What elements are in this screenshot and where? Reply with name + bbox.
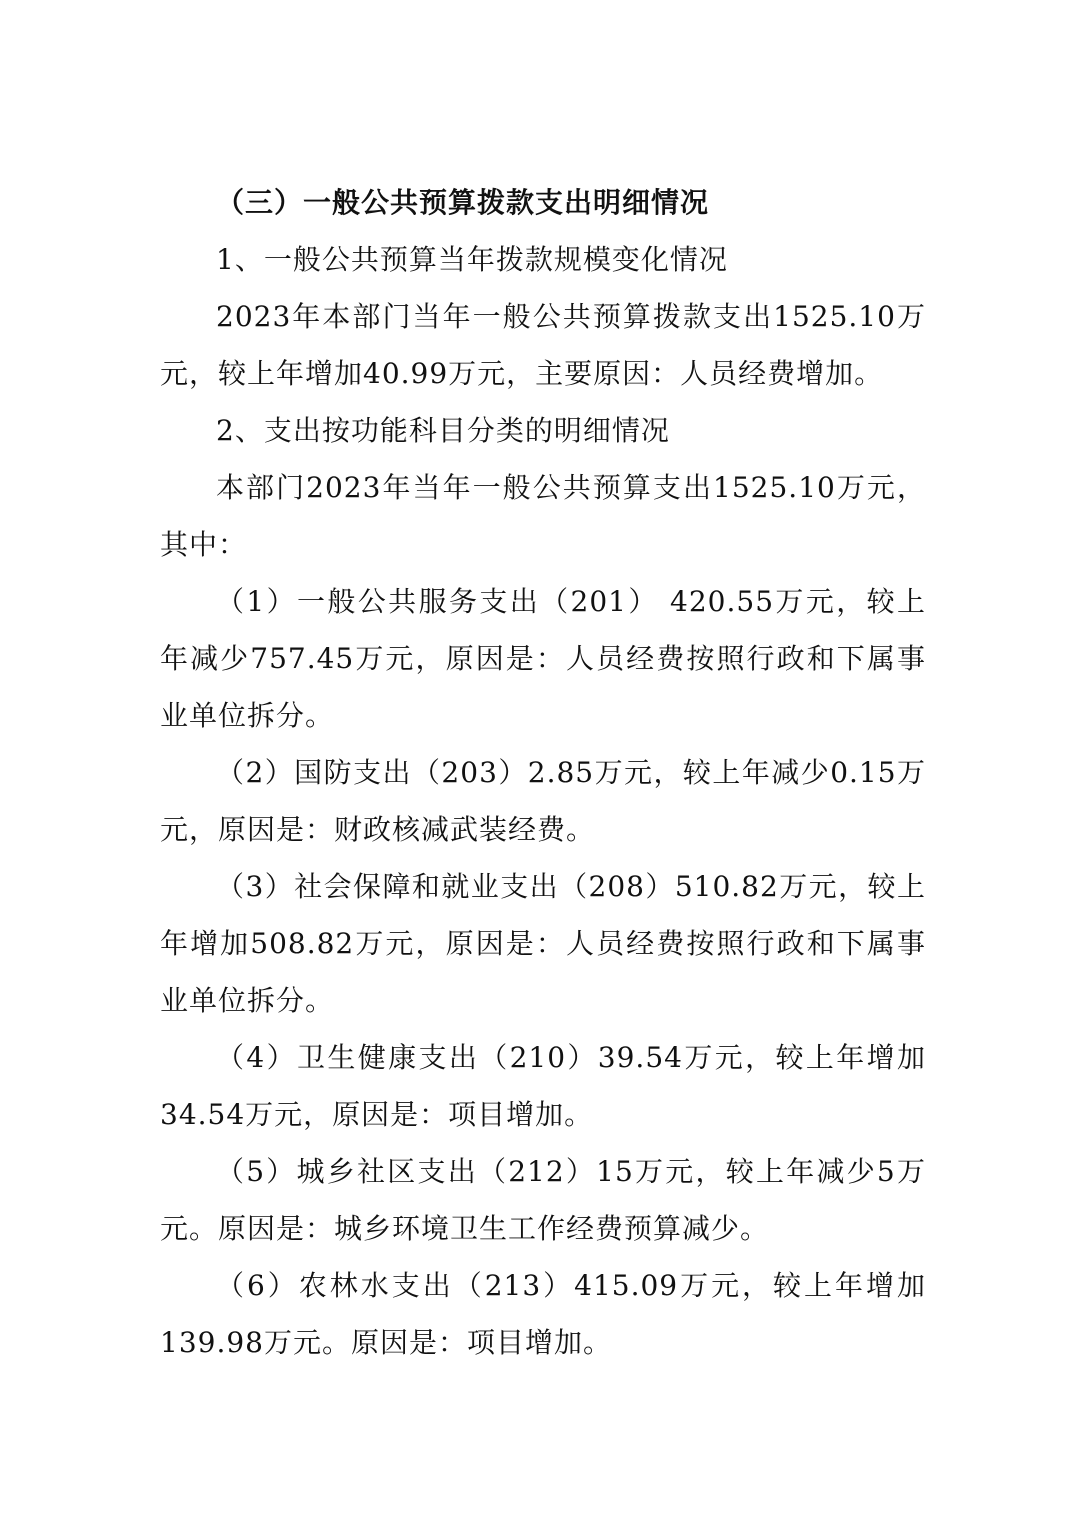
list-item-social-security: （3）社会保障和就业支出（208）510.82万元，较上年增加508.82万元，原因是：人员经费按照行政和下属事业单位拆分。 [160, 870, 926, 1017]
paragraph-budget-scale: 2023年本部门当年一般公共预算拨款支出1525.10万元，较上年增加40.99万元，主要原因：人员经费增加。 [160, 300, 926, 390]
list-item-urban-rural-community: （5）城乡社区支出（212）15万元，较上年减少5万元。原因是：城乡环境卫生工作经费预算减少。 [160, 1155, 926, 1245]
subsection-title-2: 2、支出按功能科目分类的明细情况 [216, 414, 670, 447]
section-heading: （三）一般公共预算拨款支出明细情况 [216, 186, 710, 219]
list-item-agriculture-forestry-water: （6）农林水支出（213）415.09万元，较上年增加139.98万元。原因是：项目增加。 [160, 1269, 926, 1359]
list-item-health: （4）卫生健康支出（210）39.54万元，较上年增加34.54万元，原因是：项目增加。 [160, 1041, 926, 1131]
subsection-title-1: 1、一般公共预算当年拨款规模变化情况 [216, 243, 728, 276]
list-item-national-defense: （2）国防支出（203）2.85万元，较上年减少0.15万元，原因是：财政核减武装经费。 [160, 756, 926, 846]
paragraph-expenditure-total: 本部门2023年当年一般公共预算支出1525.10万元，其中： [160, 471, 926, 561]
document-body [160, 174, 926, 1371]
list-item-general-public-services: （1）一般公共服务支出（201） 420.55万元，较上年减少757.45万元，原因是：人员经费按照行政和下属事业单位拆分。 [160, 585, 926, 732]
